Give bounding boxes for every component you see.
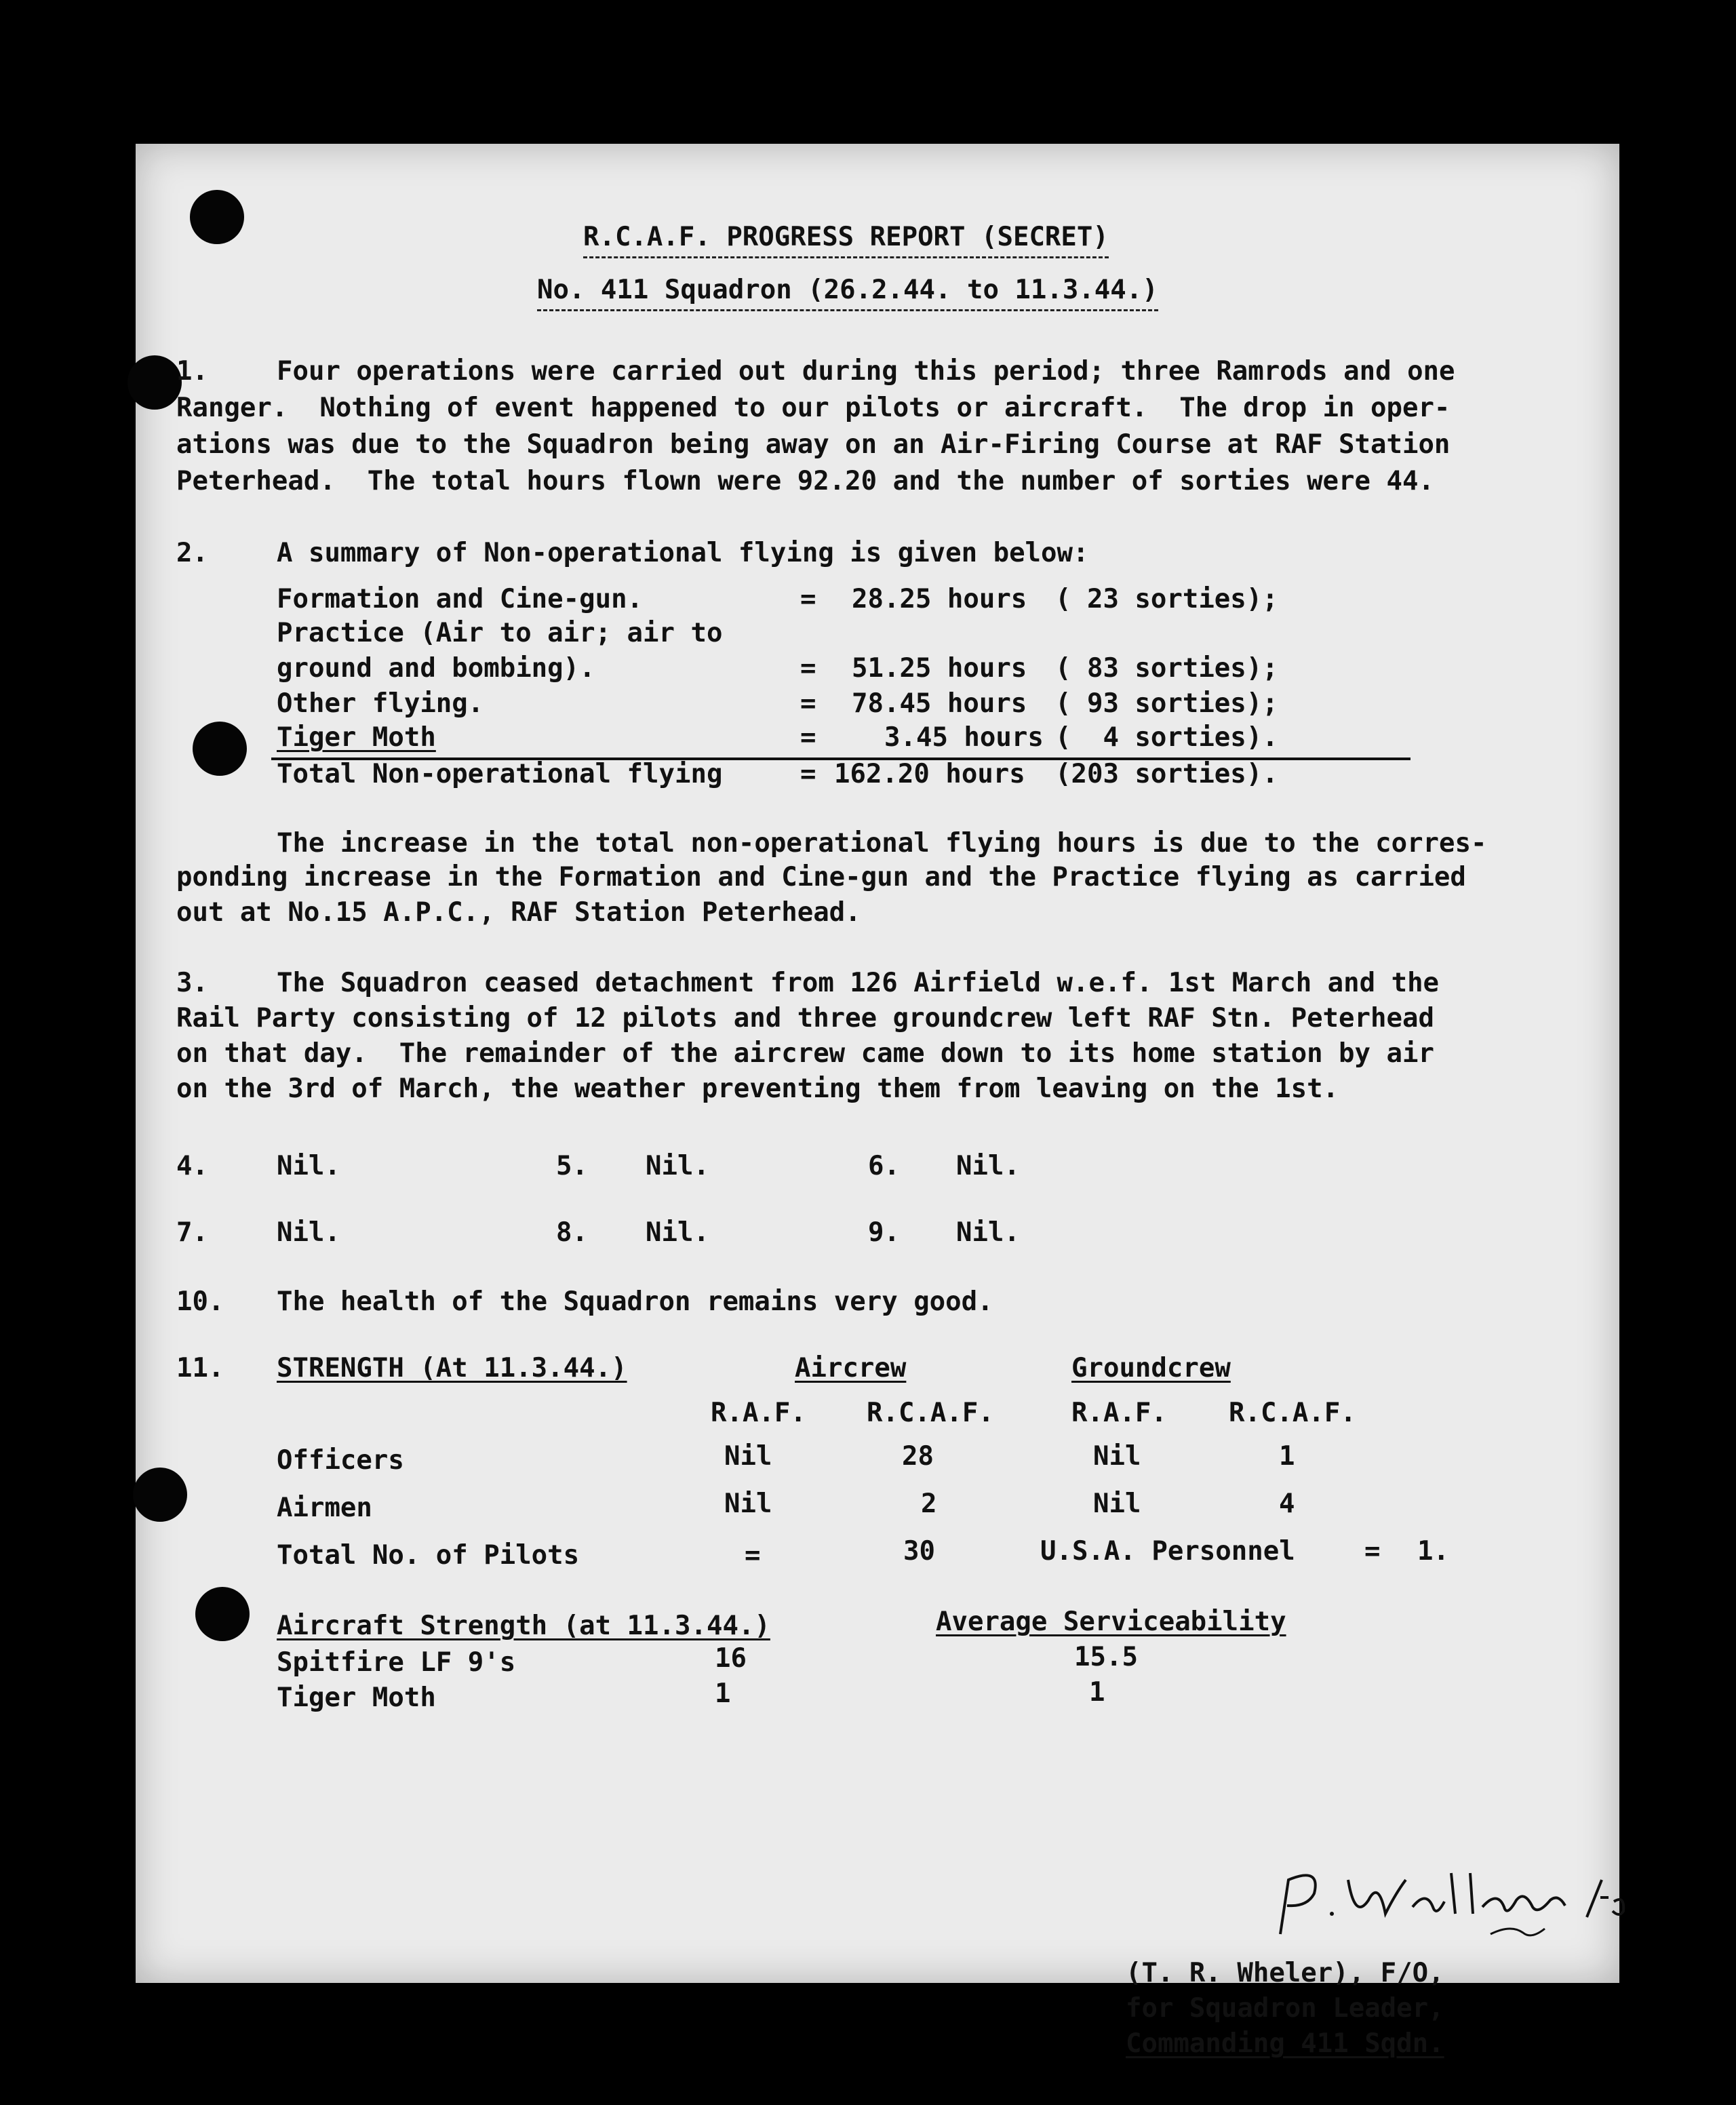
pilots-eq: = — [745, 1540, 761, 1571]
strength-cell: 4 — [1279, 1489, 1295, 1519]
item-value: Nil. — [646, 1151, 709, 1181]
item-value: Nil. — [956, 1217, 1020, 1248]
para-number: 1. — [176, 356, 208, 387]
flying-row-eq: = — [800, 722, 816, 753]
para1-line: Ranger. Nothing of event happened to our pilots or aircraft. The drop in oper- — [176, 393, 1451, 423]
report-subtitle: No. 411 Squadron (26.2.44. to 11.3.44.) — [537, 273, 1158, 311]
flying-total-hours: 162.20 hours — [834, 759, 1025, 789]
aircraft-serviceability: 15.5 — [1074, 1642, 1138, 1672]
item-value: Nil. — [277, 1151, 340, 1181]
item-number: 6. — [868, 1151, 900, 1181]
aircraft-type: Tiger Moth — [277, 1683, 436, 1713]
para3-line: on the 3rd of March, the weather preventing them from leaving on the 1st. — [176, 1074, 1339, 1104]
flying-row-sorties: ( 83 sorties); — [1055, 653, 1278, 684]
column-header: R.A.F. — [711, 1398, 806, 1428]
para1-line: ations was due to the Squadron being away on an Air-Firing Course at RAF Station — [176, 429, 1451, 460]
item-value: Nil. — [956, 1151, 1020, 1181]
punch-hole — [133, 1468, 187, 1522]
para3-line: on that day. The remainder of the aircrew came down to its home station by air — [176, 1038, 1434, 1069]
flying-row-hours: 78.45 hours — [852, 688, 1027, 719]
item-number: 8. — [556, 1217, 588, 1248]
para10-text: The health of the Squadron remains very good. — [277, 1286, 993, 1317]
flying-row-hours: 51.25 hours — [852, 653, 1027, 684]
para1-line: Four operations were carried out during this period; three Ramrods and one — [277, 356, 1455, 387]
pilots-value: 30 — [903, 1536, 935, 1567]
aircraft-strength: 16 — [715, 1643, 747, 1674]
punch-hole — [190, 190, 244, 244]
aircraft-strength: 1 — [715, 1678, 731, 1709]
para-number: 10. — [176, 1286, 224, 1317]
item-number: 7. — [176, 1217, 208, 1248]
item-value: Nil. — [646, 1217, 709, 1248]
flying-row-label: Formation and Cine-gun. — [277, 584, 644, 614]
flying-row-label: Other flying. — [277, 688, 484, 719]
flying-row-sorties: ( 4 sorties). — [1055, 722, 1278, 753]
handwritten-signature — [1267, 1853, 1674, 1948]
column-header: R.A.F. — [1071, 1398, 1167, 1428]
para-number: 11. — [176, 1353, 224, 1383]
para-number: 2. — [176, 538, 208, 568]
punch-hole — [195, 1587, 250, 1641]
item-number: 5. — [556, 1151, 588, 1181]
pilots-label: Total No. of Pilots — [277, 1540, 580, 1571]
strength-cell: 2 — [921, 1489, 937, 1519]
document-page — [136, 144, 1619, 2059]
item-number: 4. — [176, 1151, 208, 1181]
usa-label: U.S.A. Personnel — [1040, 1536, 1295, 1567]
usa-value: 1. — [1417, 1536, 1449, 1567]
flying-row-sorties: ( 93 sorties); — [1055, 688, 1278, 719]
aircraft-serviceability: 1 — [1089, 1677, 1105, 1708]
para2-note: ponding increase in the Formation and Cine-gun and the Practice flying as carried — [176, 862, 1466, 892]
flying-row-label: Tiger Moth — [277, 722, 436, 753]
punch-hole — [127, 355, 182, 410]
groundcrew-heading: Groundcrew — [1071, 1353, 1231, 1383]
item-number: 9. — [868, 1217, 900, 1248]
para2-intro: A summary of Non-operational flying is given below: — [277, 538, 1089, 568]
signature-line: (T. R. Wheler), F/O, — [1126, 1958, 1444, 1988]
flying-row-eq: = — [800, 653, 816, 684]
punch-hole — [193, 722, 247, 776]
para2-note: The increase in the total non-operational flying hours is due to the corres- — [277, 828, 1487, 859]
flying-row-hours: 28.25 hours — [852, 584, 1027, 614]
item-value: Nil. — [277, 1217, 340, 1248]
column-header: R.C.A.F. — [867, 1398, 994, 1428]
report-title: R.C.A.F. PROGRESS REPORT (SECRET) — [583, 220, 1109, 258]
strength-row-label: Officers — [277, 1445, 404, 1476]
para3-line: Rail Party consisting of 12 pilots and three groundcrew left RAF Stn. Peterhead — [176, 1003, 1434, 1034]
strength-cell: Nil — [1093, 1441, 1141, 1472]
para2-note: out at No.15 A.P.C., RAF Station Peterhead. — [176, 897, 861, 928]
strength-heading: STRENGTH (At 11.3.44.) — [277, 1353, 627, 1383]
flying-total-label: Total Non-operational flying — [277, 759, 723, 789]
usa-eq: = — [1364, 1536, 1381, 1567]
strength-cell: Nil — [1093, 1489, 1141, 1519]
aircraft-type: Spitfire LF 9's — [277, 1647, 516, 1678]
strength-cell: 1 — [1279, 1441, 1295, 1472]
column-header: R.C.A.F. — [1229, 1398, 1356, 1428]
para1-line: Peterhead. The total hours flown were 92.20 and the number of sorties were 44. — [176, 466, 1434, 496]
aircrew-heading: Aircrew — [795, 1353, 907, 1383]
flying-total-eq: = — [800, 759, 816, 789]
flying-row-label: ground and bombing). — [277, 653, 595, 684]
flying-row-hours: 3.45 hours — [884, 722, 1044, 753]
flying-row-eq: = — [800, 584, 816, 614]
strength-cell: Nil — [724, 1489, 772, 1519]
para3-line: The Squadron ceased detachment from 126 Airfield w.e.f. 1st March and the — [277, 968, 1440, 998]
strength-row-label: Airmen — [277, 1493, 372, 1523]
signature-line: Commanding 411 Sqdn. — [1126, 2028, 1444, 2059]
para-number: 3. — [176, 968, 208, 998]
flying-row-sorties: ( 23 sorties); — [1055, 584, 1278, 614]
strength-cell: 28 — [902, 1441, 934, 1472]
strength-cell: Nil — [724, 1441, 772, 1472]
serviceability-heading: Average Serviceability — [936, 1607, 1286, 1637]
flying-row-eq: = — [800, 688, 816, 719]
flying-row-label: Practice (Air to air; air to — [277, 618, 723, 648]
aircraft-strength-heading: Aircraft Strength (at 11.3.44.) — [277, 1611, 770, 1641]
flying-total-sorties: (203 sorties). — [1055, 759, 1278, 789]
signature-line: for Squadron Leader, — [1126, 1993, 1444, 2024]
